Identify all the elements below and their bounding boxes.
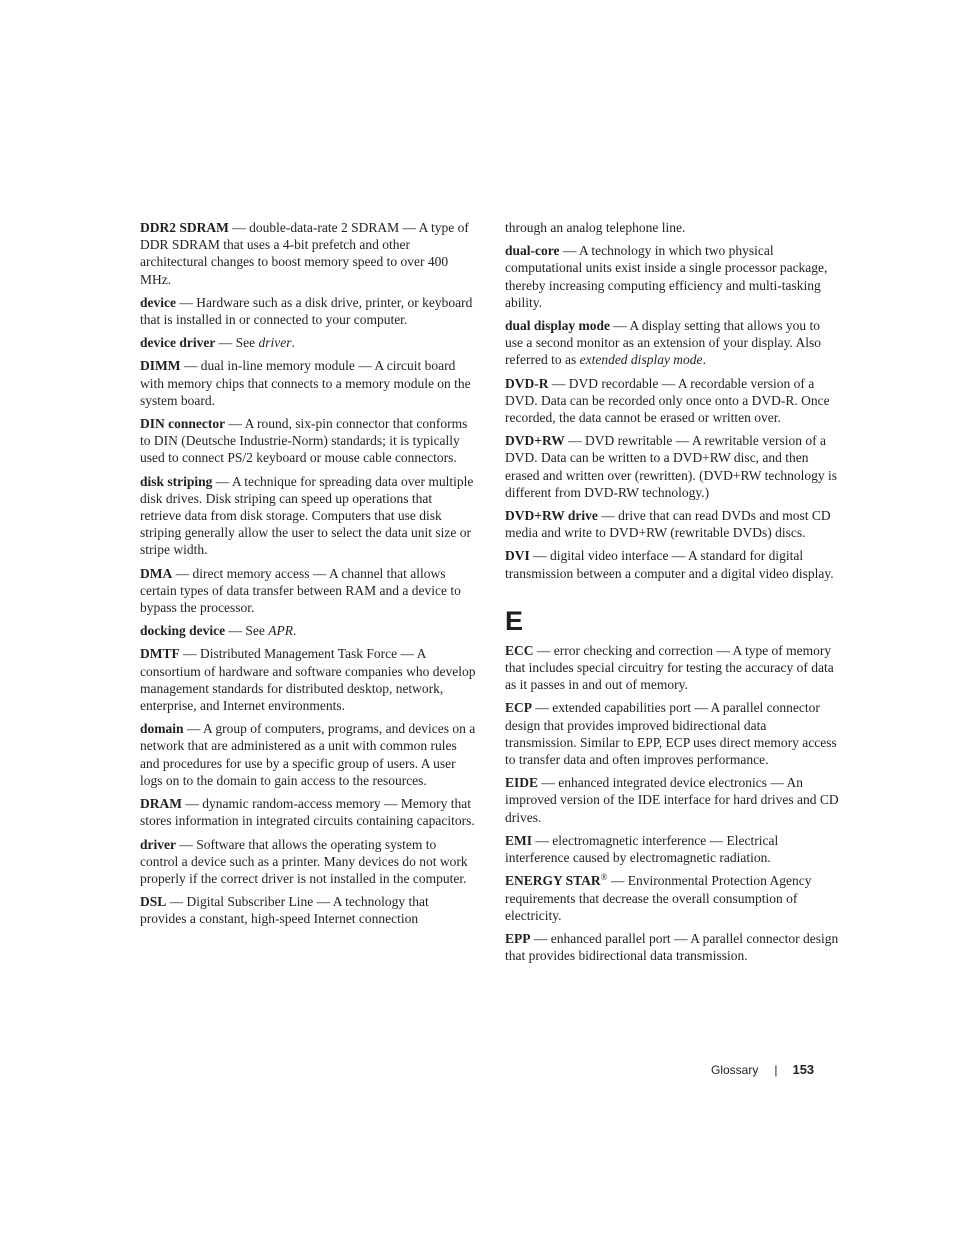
glossary-entry xyxy=(140,645,476,714)
glossary-entry xyxy=(140,219,476,288)
glossary-entry xyxy=(140,357,476,409)
glossary-definition: — dynamic random-access memory — Memory that stores information in integrated circuits containing capacitors. xyxy=(140,796,475,829)
glossary-definition: — See xyxy=(225,623,269,639)
glossary-definition: — DVD rewritable — A rewritable version of a DVD. Data can be written to a DVD+RW disc, and then erased and written over (rewritten). (DVD+RW technology is different from DVD-RW technology.) xyxy=(505,433,838,500)
glossary-entry xyxy=(505,930,841,964)
glossary-term: DRAM xyxy=(140,796,182,812)
glossary-column-left xyxy=(140,219,476,934)
glossary-definition: — Software that allows the operating system to control a device such as a printer. Many devices do not work properly if the correct driver is not installed in the computer. xyxy=(140,836,468,886)
glossary-definition: — digital video interface — A standard for digital transmission between a computer and a digital video display. xyxy=(505,548,834,581)
glossary-entry xyxy=(140,720,476,789)
page-footer xyxy=(711,1062,814,1078)
continued-definition: through an analog telephone line. xyxy=(505,220,686,235)
cross-reference: extended display mode xyxy=(579,352,703,368)
glossary-definition: — A technique for spreading data over multiple disk drives. Disk striping can speed up operations that retrieve data from disk storage. Computers that use disk striping generally allow the user to select the data unit size or stripe width. xyxy=(140,473,474,558)
glossary-term: DSL xyxy=(140,894,167,910)
glossary-definition: — Environmental Protection Agency requirements that decrease the overall consumption of electricity. xyxy=(505,873,812,923)
glossary-entry xyxy=(140,622,476,639)
glossary-term: DMA xyxy=(140,565,173,581)
page-number: 153 xyxy=(792,1062,815,1077)
glossary-term: ECC xyxy=(505,642,534,658)
glossary-term: EPP xyxy=(505,930,531,946)
glossary-definition: — See xyxy=(215,335,259,351)
definition-end: . xyxy=(293,623,297,639)
glossary-definition: — direct memory access — A channel that allows certain types of data transfer between RAM and a device to bypass the processor. xyxy=(140,565,461,616)
glossary-definition: — DVD recordable — A recordable version of a DVD. Data can be recorded only once onto a DVD-R. Once recorded, the data cannot be erased or written over. xyxy=(505,375,830,426)
glossary-entries-d xyxy=(505,242,841,582)
glossary-definition: — Distributed Management Task Force — A consortium of hardware and software companies who develop management standards for distributed desktop, network, enterprise, and Internet environments. xyxy=(140,646,476,714)
glossary-definition: — Digital Subscriber Line — A technology that provides a constant, high-speed Internet connection xyxy=(140,894,429,927)
glossary-definition: — Hardware such as a disk drive, printer, or keyboard that is installed in or connected to your computer. xyxy=(140,294,473,328)
glossary-term: docking device xyxy=(140,623,226,639)
glossary-entry xyxy=(140,893,476,927)
glossary-entry xyxy=(505,432,841,501)
glossary-entry xyxy=(140,415,476,467)
glossary-entry xyxy=(505,872,841,924)
glossary-definition: — double-data-rate 2 SDRAM — A type of DDR SDRAM that uses a 4-bit prefetch and other architectural changes to boost memory speed to over 400 MHz. xyxy=(140,220,469,287)
glossary-entry xyxy=(505,375,841,427)
glossary-entry xyxy=(505,317,841,369)
section-heading-e: E xyxy=(505,605,524,636)
glossary-entry xyxy=(505,699,841,768)
glossary-entries-e xyxy=(505,642,841,964)
glossary-column-right xyxy=(505,219,841,970)
definition-end: . xyxy=(291,335,295,351)
glossary-term: DVD-R xyxy=(505,375,549,391)
glossary-term: device driver xyxy=(140,335,216,351)
glossary-definition: — A round, six-pin connector that conforms to DIN (Deutsche Industrie-Norm) standards; it is typically used to connect PS/2 keyboard or mouse cable connectors. xyxy=(140,416,468,466)
footer-section-label: Glossary xyxy=(711,1063,759,1077)
glossary-term: driver xyxy=(140,836,176,852)
glossary-entry xyxy=(505,832,841,866)
glossary-term: DVD+RW drive xyxy=(505,508,598,524)
glossary-definition: — enhanced integrated device electronics — An improved version of the IDE interface for hard drives and CD drives. xyxy=(505,775,839,825)
glossary-term: DIMM xyxy=(140,358,181,374)
glossary-entry xyxy=(140,565,476,617)
footer-separator: | xyxy=(774,1063,778,1077)
glossary-definition: — error checking and correction — A type of memory that includes special circuitry for testing the accuracy of data as it passes in and out of memory. xyxy=(505,642,834,693)
glossary-term: DMTF xyxy=(140,646,180,662)
glossary-entry xyxy=(140,795,476,829)
definition-end: . xyxy=(702,352,706,368)
glossary-entry xyxy=(505,507,841,541)
glossary-term: domain xyxy=(140,721,184,737)
glossary-definition: — A display setting that allows you to use a second monitor as an extension of your display. Also referred to as xyxy=(505,318,821,368)
glossary-term: EIDE xyxy=(505,775,539,791)
registered-mark: ® xyxy=(600,872,608,883)
glossary-term: DVD+RW xyxy=(505,433,565,449)
cross-reference: driver xyxy=(258,335,292,351)
glossary-term: EMI xyxy=(505,832,532,848)
glossary-entry xyxy=(140,294,476,328)
glossary-entry xyxy=(505,774,841,826)
glossary-entry xyxy=(140,836,476,888)
glossary-term: DIN connector xyxy=(140,416,226,432)
glossary-term: DDR2 SDRAM xyxy=(140,220,229,235)
glossary-term: device xyxy=(140,294,176,310)
glossary-term: ENERGY STAR xyxy=(505,873,601,889)
glossary-definition: — electromagnetic interference — Electrical interference caused by electromagnetic radiation. xyxy=(505,832,779,866)
glossary-entry xyxy=(505,642,841,694)
cross-reference: APR xyxy=(268,623,294,639)
glossary-definition: — drive that can read DVDs and most CD media and write to DVD+RW (rewritable DVDs) discs. xyxy=(505,508,831,541)
glossary-entry xyxy=(140,473,476,559)
glossary-definition: — A group of computers, programs, and devices on a network that are administered as a unit with common rules and procedures for use by a specific group of users. A user logs on to the domain to gain access to the resources. xyxy=(140,721,476,788)
glossary-term: ECP xyxy=(505,700,532,716)
glossary-entry xyxy=(140,334,476,351)
glossary-entry xyxy=(505,547,841,581)
glossary-definition: — A technology in which two physical computational units exist inside a single processor package, thereby increasing computing efficiency and multi-tasking ability. xyxy=(505,243,828,310)
glossary-term: disk striping xyxy=(140,473,213,489)
glossary-entry xyxy=(505,242,841,311)
glossary-term: DVI xyxy=(505,548,530,564)
glossary-term: dual display mode xyxy=(505,318,611,334)
glossary-definition: — extended capabilities port — A parallel connector design that provides improved bidirectional data transmission. Similar to EPP, ECP uses direct memory access to transfer data and often improves performance. xyxy=(505,700,837,768)
glossary-definition: — dual in-line memory module — A circuit board with memory chips that connects to a memory module on the system board. xyxy=(140,358,471,408)
glossary-term: dual-core xyxy=(505,243,560,259)
glossary-definition: — enhanced parallel port — A parallel connector design that provides bidirectional data transmission. xyxy=(505,930,839,964)
